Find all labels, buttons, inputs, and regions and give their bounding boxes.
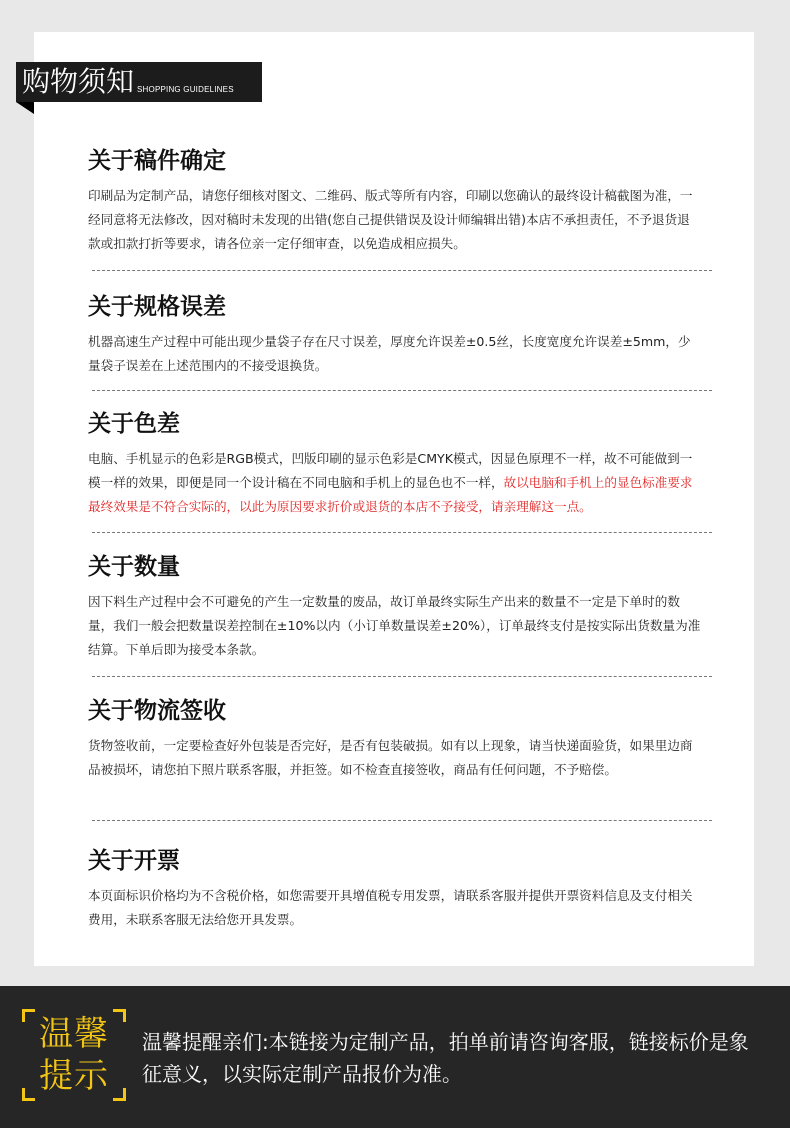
section-delivery-signing: [88, 696, 702, 782]
banner-subtitle: SHOPPING GUIDELINES: [137, 85, 234, 94]
section-invoice: [88, 846, 702, 932]
divider: [92, 676, 712, 677]
section-body: 因下料生产过程中会不可避免的产生一定数量的废品，故订单最终实际生产出来的数量不一定是下单时的数量，我们一般会把数量误差控制在±10%以内（小订单数量误差±20%），订单最终支付是按实际出货数量为准结算。下单后即为接受本条款。: [88, 594, 701, 657]
section-quantity: [88, 552, 702, 662]
section-body: 机器高速生产过程中可能出现少量袋子存在尺寸误差，厚度允许误差±0.5丝，长度宽度允许误差±5mm，少量袋子误差在上述范围内的不接受退换货。: [88, 334, 691, 373]
section-body: 货物签收前，一定要检查好外包装是否完好，是否有包装破损。如有以上现象，请当快递面验货，如果里边商品被损坏，请您拍下照片联系客服，并拒签。如不检查直接签收，商品有任何问题，不予赔偿。: [88, 738, 693, 777]
divider: [92, 532, 712, 533]
section-spec-tolerance: [88, 292, 702, 378]
banner-title: 购物须知: [22, 65, 135, 98]
section-title: 关于物流签收: [88, 698, 226, 724]
badge-line: 提示: [39, 1056, 109, 1096]
section-title: 关于规格误差: [88, 294, 226, 320]
section-body: 本页面标识价格均为不含税价格，如您需要开具增值税专用发票，请联系客服并提供开票资料信息及支付相关费用，未联系客服无法给您开具发票。: [88, 888, 693, 927]
section-title: 关于数量: [88, 554, 180, 580]
divider: [92, 390, 712, 391]
reminder-badge: [22, 1009, 126, 1101]
section-color-difference: [88, 409, 702, 519]
reminder-footer: [0, 986, 790, 1128]
guidelines-card: [22, 32, 754, 966]
section-body: 印刷品为定制产品，请您仔细核对图文、二维码、版式等所有内容，印刷以您确认的最终设计稿截图为准，一经同意将无法修改，因对稿时未发现的出错(您自己提供错误及设计师编辑出错)本店不承担责任，不予退货退款或扣款打折等要求，请各位亲一定仔细审查，以免造成相应损失。: [88, 188, 693, 251]
divider: [92, 820, 712, 821]
badge-label: [22, 1013, 126, 1097]
section-title: 关于稿件确定: [88, 148, 226, 174]
banner-fold: [16, 102, 34, 114]
section-body-highlight: 故以电脑和手机上的显色标准要求最终效果是不符合实际的，以此为原因要求折价或退货的本店不予接受，请亲理解这一点。: [88, 475, 693, 514]
section-title: 关于开票: [88, 848, 180, 874]
reminder-message: 温馨提醒亲们:本链接为定制产品，拍单前请咨询客服，链接标价是象征意义，以实际定制产品报价为准。: [142, 1030, 749, 1086]
section-body-text: 电脑、手机显示的色彩是RGB模式，凹版印刷的显示色彩是CMYK模式，因显色原理不一样，故不可能做到一模一样的效果，即便是同一个设计稿在不同电脑和手机上的显色也不一样，: [88, 451, 693, 490]
badge-line: 温馨: [39, 1014, 109, 1054]
section-banner: [16, 62, 262, 102]
section-manuscript: [88, 146, 702, 256]
section-body: [88, 447, 702, 519]
divider: [92, 270, 712, 271]
section-title: 关于色差: [88, 411, 180, 437]
